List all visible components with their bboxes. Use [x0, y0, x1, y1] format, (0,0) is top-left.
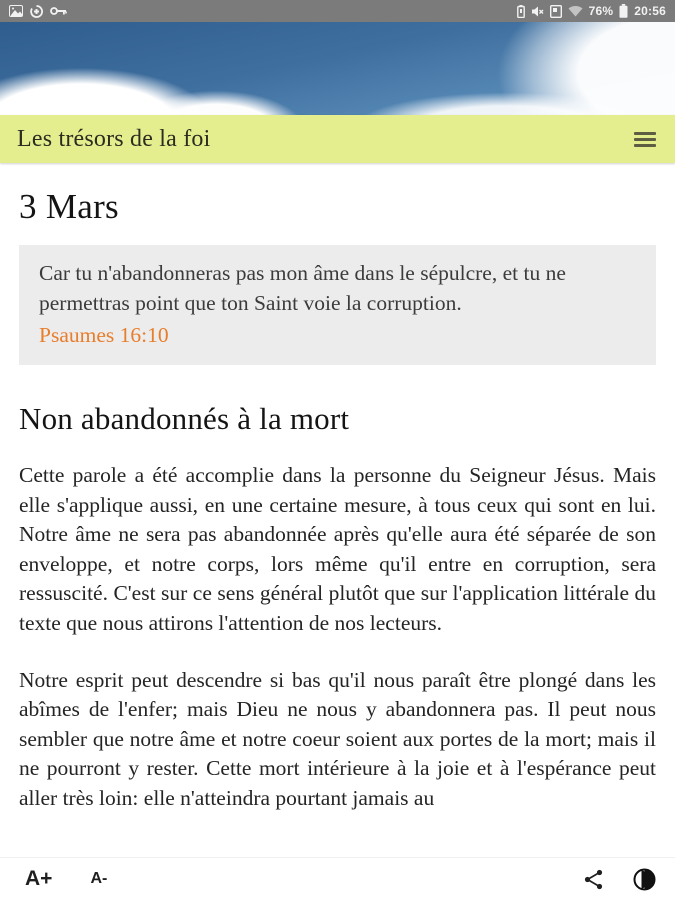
- devotional-paragraph: Cette parole a été accomplie dans la personne du Seigneur Jésus. Mais elle s'applique aussi, en une certaine mesure, à tous ceux qui sont en lui. Notre âme ne sera pas abandonnée après qu'elle aura été séparée de son enveloppe, et notre corps, lors même qu'il entre en corruption, sera ressuscité. C'est sur ce sens général plutôt que sur l'application littérale du texte que nous attirons l'attention de nos lecteurs.: [19, 463, 656, 635]
- battery-percent: 76%: [588, 4, 614, 18]
- vpn-key-icon: [50, 6, 67, 16]
- devotional-content: [0, 187, 675, 813]
- battery-saver-icon: [517, 5, 525, 18]
- mute-icon: [531, 5, 544, 18]
- share-icon[interactable]: [584, 869, 603, 890]
- section-title: Non abandonnés à la mort: [19, 401, 350, 437]
- devotional-paragraph: Notre esprit peut descendre si bas qu'il nous paraît être plongé dans les abîmes de l'enfer; mais Dieu ne nous y abandonnera pas. Il peut nous sembler que notre âme et notre coeur soient aux portes de la mort; mais il ne pourront y rester. Cette mort intérieure à la joie et à l'espérance peut aller très loin: elle n'atteindra pourtant jamais au: [19, 668, 656, 810]
- battery-icon: [619, 4, 628, 18]
- status-bar-right: [517, 4, 666, 18]
- verse-reference-link[interactable]: Psaumes 16:10: [39, 323, 169, 348]
- font-decrease-button[interactable]: A-: [84, 866, 113, 892]
- bottom-toolbar: [0, 857, 675, 900]
- data-saver-icon: [30, 5, 43, 18]
- screenshot-icon: [550, 5, 562, 18]
- wifi-icon: [568, 5, 583, 17]
- hamburger-menu-icon[interactable]: [632, 126, 658, 153]
- status-bar: [0, 0, 675, 22]
- contrast-icon[interactable]: [633, 868, 656, 891]
- image-icon: [9, 5, 23, 17]
- date-heading: 3 Mars: [19, 187, 119, 226]
- toolbar-right: [584, 868, 656, 891]
- verse-box: [19, 245, 656, 365]
- verse-text: Car tu n'abandonneras pas mon âme dans le sépulcre, et tu ne permettras point que ton Saint voie la corruption.: [39, 261, 566, 316]
- status-bar-left: [9, 5, 67, 18]
- app-title: Les trésors de la foi: [17, 125, 211, 152]
- status-clock: 20:56: [634, 4, 666, 18]
- app-bar: [0, 115, 675, 163]
- font-increase-button[interactable]: A+: [19, 863, 58, 895]
- sky-header-image: [0, 22, 675, 115]
